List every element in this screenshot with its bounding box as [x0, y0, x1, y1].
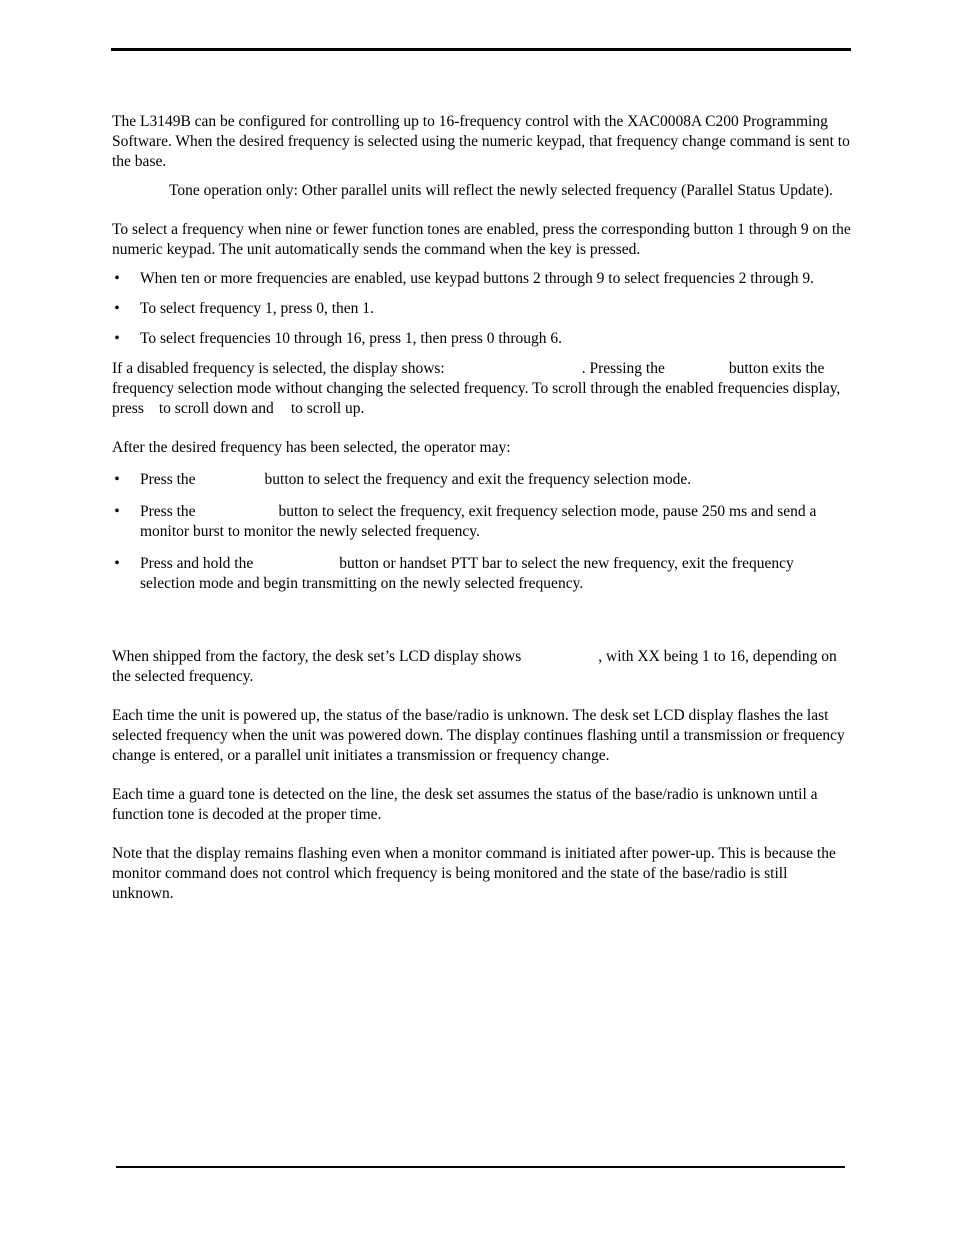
select-frequency-paragraph: To select a frequency when nine or fewer function tones are enabled, press the corresponding button 1 through 9 on the numeric keypad. The unit automatically sends the command when the key is pressed. — [112, 221, 851, 258]
keypad-bullet-list — [112, 269, 852, 349]
list-item: • When ten or more frequencies are enabled, use keypad buttons 2 through 9 to select frequencies 2 through 9. — [112, 269, 852, 289]
bullet-icon: • — [114, 555, 120, 572]
bullet-icon: • — [114, 300, 120, 317]
footer-rule — [116, 1166, 845, 1168]
tone-note: Tone operation only: Other parallel units will reflect the newly selected frequency (Parallel Status Update). — [169, 182, 833, 199]
power-up-paragraph: Each time the unit is powered up, the status of the base/radio is unknown. The desk set LCD display flashes the last selected frequency when the unit was powered down. The display continues flashing until a transmission or frequency change is entered, or a parallel unit initiates a transmission or frequency change. — [112, 707, 845, 764]
bullet-icon: • — [114, 503, 120, 520]
bullet-icon: • — [114, 471, 120, 488]
bullet-icon: • — [114, 330, 120, 347]
bullet-icon: • — [114, 270, 120, 287]
document-body — [112, 112, 852, 904]
guard-tone-paragraph: Each time a guard tone is detected on the line, the desk set assumes the status of the base/radio is unknown until a function tone is decoded at the proper time. — [112, 786, 818, 823]
list-item: • Press the button to select the frequency and exit the frequency selection mode. — [112, 470, 852, 490]
disabled-frequency-paragraph: If a disabled frequency is selected, the display shows: . Pressing the button exits the frequency selection mode without changing the selected frequency. To scroll through the enabled frequencies display, press to scroll down and to scroll up. — [112, 360, 841, 417]
list-item: • To select frequencies 10 through 16, press 1, then press 0 through 6. — [112, 329, 852, 349]
list-item: • Press and hold the button or handset PTT bar to select the new frequency, exit the frequency selection mode and begin transmitting on the newly selected frequency. — [112, 554, 852, 594]
operator-options-list — [112, 470, 852, 594]
after-selection-paragraph: After the desired frequency has been selected, the operator may: — [112, 439, 511, 456]
intro-paragraph: The L3149B can be configured for controlling up to 16-frequency control with the XAC0008A C200 Programming Software. When the desired frequency is selected using the numeric keypad, that frequency change command is sent to the base. — [112, 113, 850, 170]
list-item: • To select frequency 1, press 0, then 1. — [112, 299, 852, 319]
monitor-note-paragraph: Note that the display remains flashing even when a monitor command is initiated after power-up. This is because the monitor command does not control which frequency is being monitored and the state of the base/radio is still unknown. — [112, 845, 836, 902]
list-item: • Press the button to select the frequency, exit frequency selection mode, pause 250 ms and send a monitor burst to monitor the newly selected frequency. — [112, 502, 852, 542]
header-rule — [111, 48, 851, 51]
factory-display-paragraph: When shipped from the factory, the desk set’s LCD display shows , with XX being 1 to 16, depending on the selected frequency. — [112, 648, 837, 685]
